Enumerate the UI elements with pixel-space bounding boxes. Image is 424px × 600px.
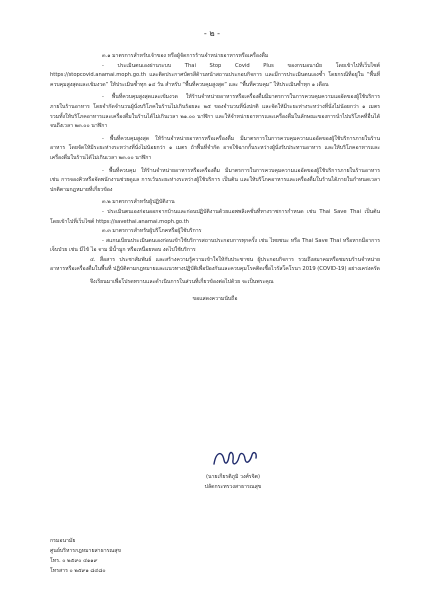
request-paragraph: จึงเรียนมาเพื่อโปรดทราบและดำเนินการในส่วนที่เกี่ยวข้องต่อไปด้วย จะเป็นพระคุณ	[90, 279, 274, 286]
section-3-1-heading: ๓.๑ มาตรการสำหรับเจ้าของ หรือผู้จัดการร้านจำหน่ายอาหารหรือเครื่องดื่ม	[102, 53, 269, 59]
self-assessment-paragraph: - ประเมินตนเองผ่านระบบ Thai Stop Covid Plus ของกรมอนามัย โดยเข้าไปที่เว็บไซต์ https://stopcovid.anamai.moph.go.th และติดประกาศบัตรสีด้านหน้าสถานประกอบกิจการ และมีการประเมินตนเองซ้ำ โดยกรณีที่อยู่ใน “พื้นที่ควบคุมสูงสุดและเข้มงวด” ให้ประเมินซ้ำทุก ๑๔ วัน สำหรับ “พื้นที่ควบคุมสูงสุด” และ “พื้นที่ควบคุม” ให้ประเมินซ้ำทุก ๑ เดือน	[50, 62, 380, 88]
closing-salutation: ขอแสดงความนับถือ	[192, 295, 238, 302]
handwritten-signature	[206, 446, 266, 470]
control-zone-paragraph: - พื้นที่ควบคุม ให้ร้านจำหน่ายอาหารหรือเครื่องดื่ม มีมาตรการในการควบคุมความแออัดของผู้ใช้บริการภายในร้านอาหาร เช่น การจองคิวหรือจัดพนักงานช่วยดูแล การเว้นระยะห่างระหว่างผู้ใช้บริการ เป็นต้น และให้บริโภคอาหารและเครื่องดื่มในร้านได้ภายในกำหนดเวลาปกติตามกฎหมายที่เกี่ยวข้อง	[50, 167, 380, 193]
signer-title: ปลัดกระทรวงสาธารณสุข	[204, 483, 262, 490]
worker-assessment-paragraph: - ประเมินตนเองก่อนออกจากบ้านและก่อนปฏิบัติงานด้วยแอพพลิเคชั่นที่ทางราชการกำหนด เช่น Thai Save Thai เป็นต้น โดยเข้าไปที่เว็บไซต์ https://savethai.anamai.moph.go.th	[50, 208, 380, 225]
consumer-scan-paragraph: - สแกนเบียนประเมินตนเองก่อนเข้าใช้บริการสถานประกอบการทุกครั้ง เช่น ไทยชนะ หรือ Thai Save Thai หรือหากมีอาการเจ็บป่วย เช่น มีไข้ ไอ จาม มีน้ำมูก หรือเหนื่อยหอบ งดไปใช้บริการ	[50, 237, 380, 254]
signer-name: (นายเกียรติภูมิ วงศ์รจิต)	[205, 474, 261, 480]
max-control-zone-paragraph: - พื้นที่ควบคุมสูงสุด ให้ร้านจำหน่ายอาหารหรือเครื่องดื่ม มีมาตรการในการควบคุมความแออัดของผู้ใช้บริการภายในร้านอาหาร โดยจัดให้มีระยะห่างระหว่างที่นั่งไม่น้อยกว่า ๑ เมตร ถ้าพื้นที่จำกัด อาจใช้ฉากกั้นระหว่างผู้นั่งรับประทานอาหาร และให้บริโภคอาหารและเครื่องดื่มในร้านได้ไม่เกินเวลา ๒๓.๐๐ นาฬิกา	[50, 135, 380, 161]
footer-fax: โทรสาร ๐ ๒๕๙๑ ๘๔๘๐	[50, 568, 106, 574]
footer-phone: โทร. ๐ ๒๕๙๐ ๔๑๑๙	[50, 558, 98, 564]
page-number: - ๒ -	[203, 29, 221, 38]
contact-footer	[50, 536, 121, 576]
document-body	[50, 52, 380, 309]
signer-block	[148, 473, 318, 492]
footer-department: กรมอนามัย	[50, 538, 76, 544]
footer-center: ศูนย์บริหารกฎหมายสาธารณสุข	[50, 548, 121, 554]
strict-zone-paragraph: - พื้นที่ควบคุมสูงสุดและเข้มงวด ให้ร้านจำหน่ายอาหารหรือเครื่องดื่มมีมาตรการในการควบคุมความแออัดของผู้ใช้บริการภายในร้านอาหาร โดยจำกัดจำนวนผู้นั่งบริโภคในร้านไม่เกินร้อยละ ๒๕ ของจำนวนที่นั่งปกติ และจัดให้มีระยะห่างระหว่างที่นั่งไม่น้อยกว่า ๑ เมตร รวมทั้งให้บริโภคอาหารและเครื่องดื่มในร้านได้ไม่เกินเวลา ๒๑.๐๐ นาฬิกา และให้จำหน่ายอาหารและเครื่องดื่มในลักษณะของการนำไปบริโภคที่อื่นได้จนถึงเวลา ๒๓.๐๐ นาฬิกา	[50, 94, 380, 130]
section-3-3-heading: ๓.๓ มาตรการสำหรับผู้บริโภคหรือผู้ใช้บริการ	[102, 228, 202, 235]
section-3-2-heading: ๓.๒ มาตรการสำหรับผู้ปฏิบัติงาน	[102, 199, 175, 206]
section-4-paragraph: ๔. สื่อสาร ประชาสัมพันธ์ และสร้างความรู้ความเข้าใจให้กับประชาชน ผู้ประกอบกิจการ รวมถึงสมาคมหรือชมรมร้านจำหน่ายอาหารหรือเครื่องดื่มในพื้นที่ ปฏิบัติตามกฎหมายและแนวทางปฏิบัติเพื่อป้องกันและควบคุมโรคติดเชื้อไวรัสโคโรนา 2019 (COVID-19) อย่างเคร่งครัด	[50, 256, 380, 273]
